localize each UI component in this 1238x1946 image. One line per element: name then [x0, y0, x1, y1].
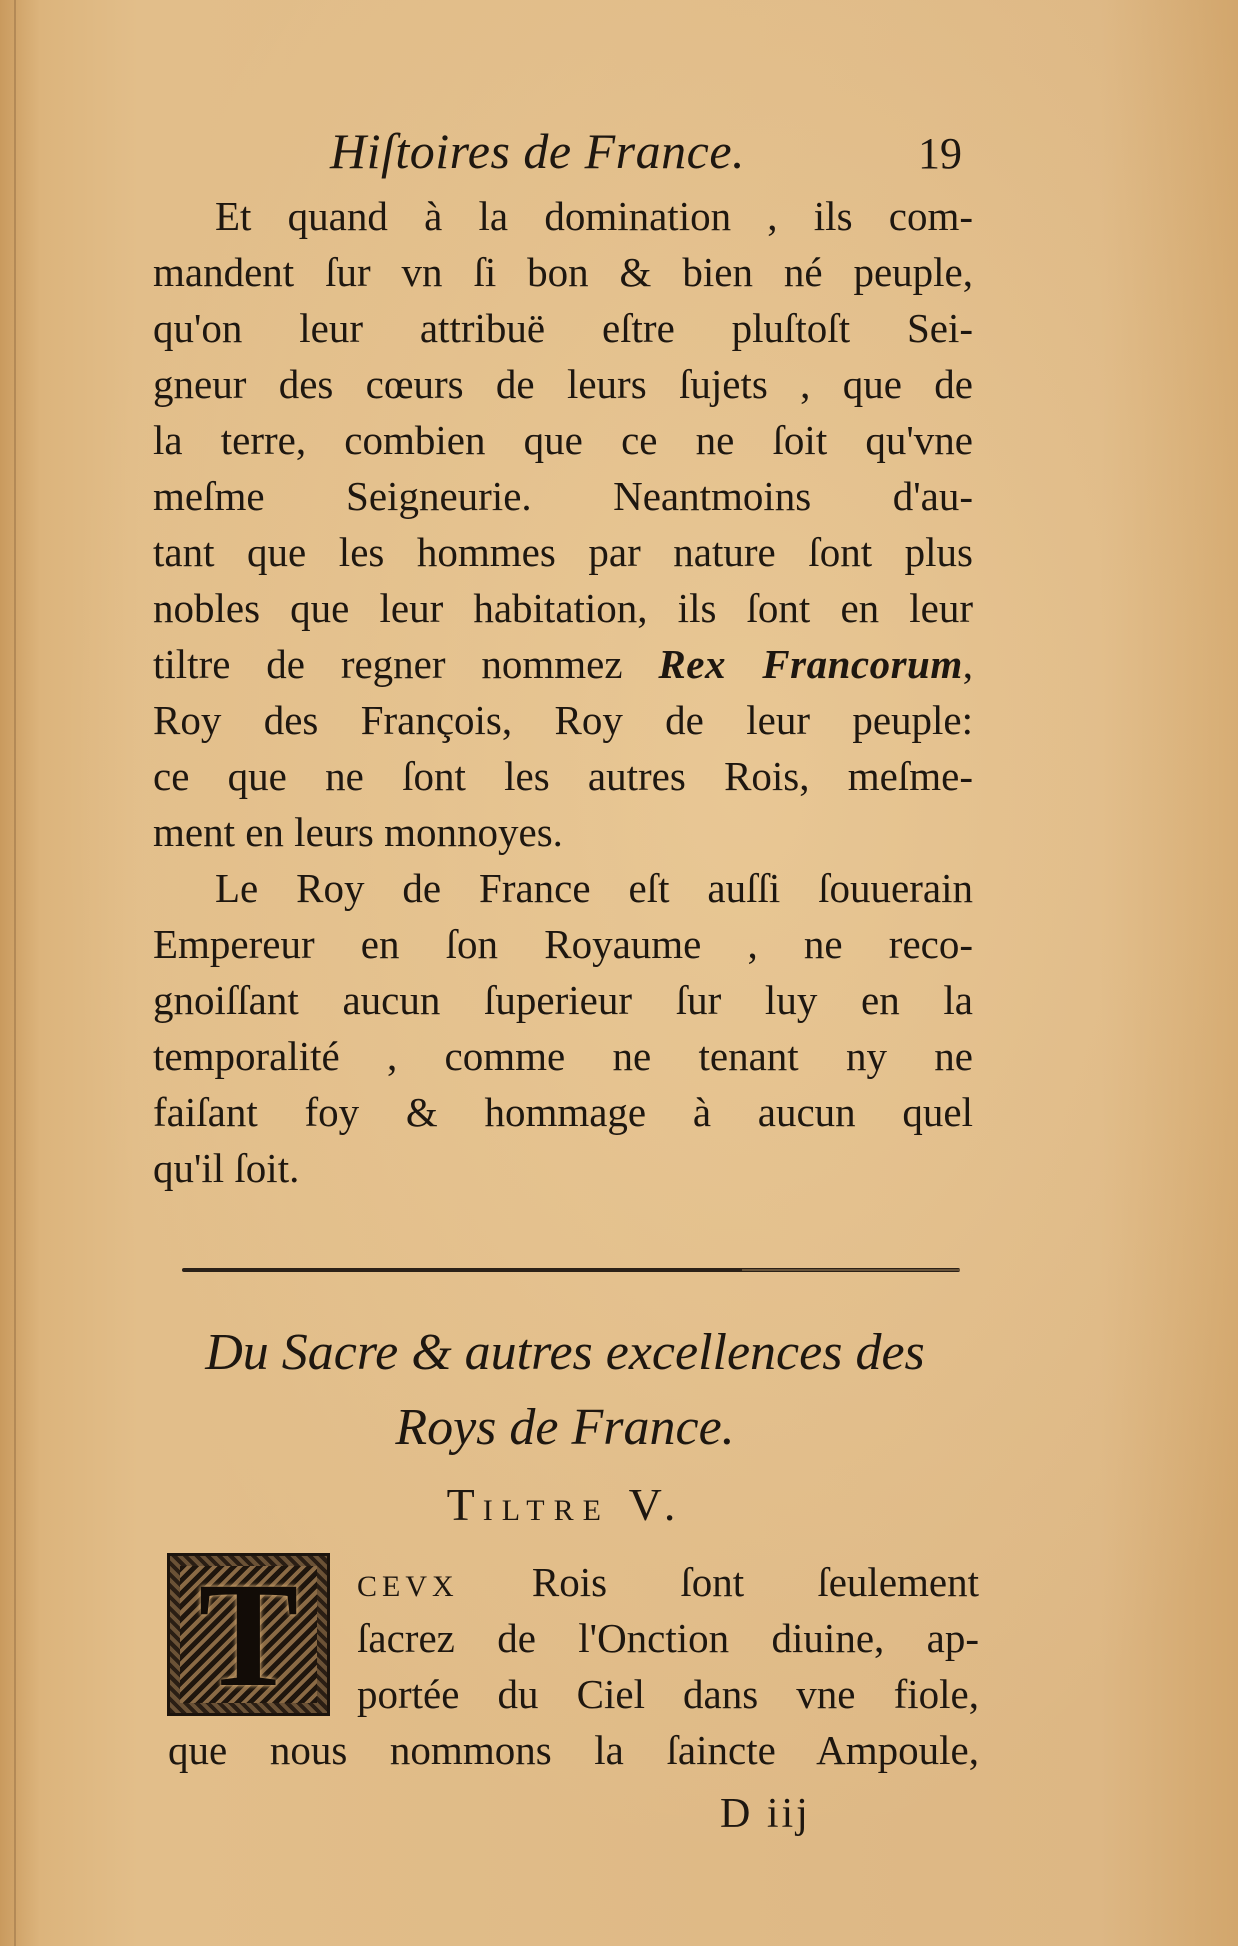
text-line: meſme Seigneurie. Neantmoins d'au-: [153, 473, 973, 519]
signature-mark: D iij: [720, 1791, 811, 1837]
text-line: gnoiſſant aucun ſuperieur ſur luy en la: [153, 977, 973, 1023]
ornamental-dropcap: [167, 1553, 330, 1716]
tiltre-number: V.: [609, 1479, 684, 1530]
text-line: Empereur en ſon Royaume , ne reco-: [153, 921, 973, 967]
text-line: portée du Ciel dans vne fiole,: [357, 1671, 979, 1717]
text-line: que nous nommons la ſaincte Ampoule,: [168, 1727, 979, 1773]
text-line: Et quand à la domination , ils com-: [215, 193, 973, 239]
text-line: ce que ne ſont les autres Rois, meſme-: [153, 753, 973, 799]
section-rule: [182, 1268, 960, 1272]
latin-title: Rex Francorum: [658, 641, 963, 687]
text-line: ment en leurs monnoyes.: [153, 809, 563, 855]
body-text: [153, 188, 973, 1196]
text-segment: tiltre de regner nommez: [153, 641, 659, 687]
text-segment: Rois ſont ſeulement: [458, 1559, 979, 1605]
text-line: la terre, combien que ce ne ſoit qu'vne: [153, 417, 973, 463]
section-number: [150, 1478, 980, 1531]
text-line: nobles que leur habitation, ils ſont en leur: [153, 585, 973, 631]
running-head-title: Hiſtoires de France.: [330, 123, 746, 179]
text-line: faiſant foy & hommage à aucun quel: [153, 1089, 973, 1135]
tiltre-smallcaps: ILTRE: [482, 1494, 610, 1527]
running-head: [0, 122, 1238, 192]
section-heading-line: Roys de France.: [395, 1399, 735, 1456]
text-segment: ,: [962, 641, 974, 687]
smallcaps-word: CEVX: [357, 1570, 459, 1603]
section-heading-line: Du Sacre & autres excellences des: [205, 1324, 925, 1381]
text-line: gneur des cœurs de leurs ſujets , que de: [153, 361, 973, 407]
tiltre-initial: T: [446, 1479, 483, 1530]
dropcap-letter: T: [198, 1552, 299, 1718]
text-line: [357, 1554, 979, 1610]
page-number: 19: [918, 129, 962, 178]
text-line: mandent ſur vn ſi bon & bien né peuple,: [153, 249, 973, 295]
text-line: Roy des François, Roy de leur peuple:: [153, 697, 973, 743]
text-line: ſacrez de l'Onction diuine, ap-: [357, 1615, 979, 1661]
text-line: tant que les hommes par nature ſont plus: [153, 529, 973, 575]
text-line: qu'on leur attribuë eſtre pluſtoſt Sei-: [153, 305, 973, 351]
text-line-rex: [153, 636, 973, 692]
paragraph-beside-dropcap: [357, 1554, 979, 1722]
paragraph-full-width: [168, 1722, 979, 1778]
section-heading: [150, 1315, 980, 1465]
text-line: Le Roy de France eſt auſſi ſouuerain: [215, 865, 973, 911]
text-line: qu'il ſoit.: [153, 1145, 300, 1191]
text-line: temporalité , comme ne tenant ny ne: [153, 1033, 973, 1079]
page-edge: [14, 0, 16, 1946]
